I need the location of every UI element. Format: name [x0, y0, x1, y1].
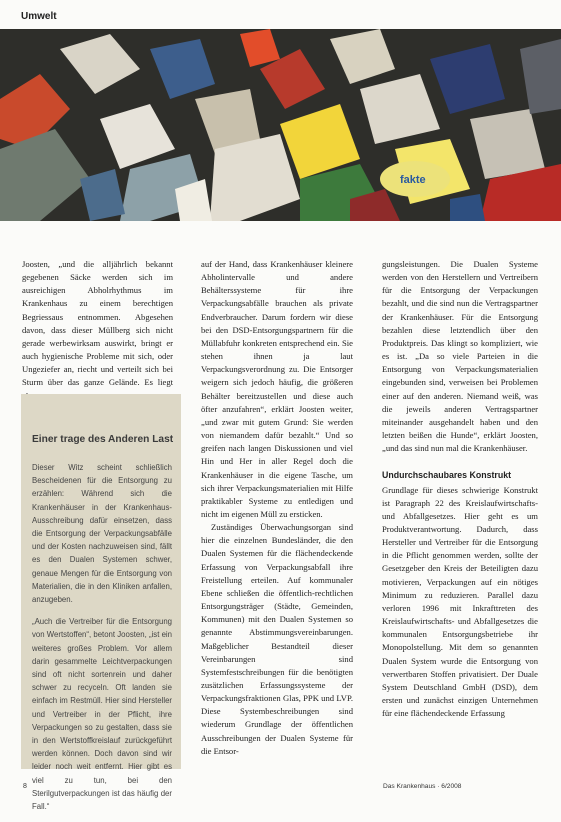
info-box-paragraph: „Auch die Vertreiber für die Entsorgung von Wertstoffen“, betont Joosten, „ist ein weiteres großes Problem. Vor allem darin gesammelte Leichtverpackungen sind oft nicht sortenrein und daher schwer zu recyceln. Oft landen sie einfach im Restmüll. Hier sind Hersteller und Vertreiber in der Pflicht, ihre Verpackungen so zu gestalten, dass sie in den Wertstoffkreislauf zurückgeführt werden können. Doch davon sind wir leider noch weit entfernt. Hier gibt es viel zu tun, bei den Sterilgutverpackungen ist das häufig der Fall.“: [32, 617, 172, 812]
info-box-paragraph: Dieser Witz scheint schließlich Bescheidenen für die Entsorgung zu erzählen: Während sich die Krankenhäuser in der Krankenhaus-Ausschreibung dafür einsetzen, dass die Entsorgung der Verpackungsabfälle und der Kosten nachzuweisen sind, fällt es den Dualen Systemen schwer, genaue Mengen für die Entsorgung von Materialien, die in den Kliniken anfallen, anzugeben.: [32, 463, 172, 605]
article-paragraph: Zuständiges Überwachungsorgan sind hier die einzelnen Bundesländer, die den Dualen Systemen für die flächendeckende Erfassung von Verpackungsabfall ihre Freistellung erteilen. Auf kommunaler Ebene schließen die öffentlich-rechtlichen Entsorgungsträger (Städte, Gemeinden, Kommunen) mit den Dualen Systemen so genannte Abstimmungsvereinbarungen. Maßgeblicher Bestandteil dieser Vereinbarungen sind Systemfestschreibungen für die benötigten zusätzlichen Erfassungssysteme der Verpackungsfraktionen Glas, PPK und LVP. Diese Systembeschreibungen sind wiederum Grundlage der öffentlichen Ausschreibungen der Dualen Systeme für die Entsor-: [201, 522, 353, 756]
article-paragraph: gungsleistungen. Die Dualen Systeme werden von den Herstellern und Vertreibern für die Entsorgung der Verpackungen bezahlt, und die sind nun die Vertragspartner der Krankenhäuser. Für die Entsorgung bezahlen diese letztendlich über den Produktpreis. Das klingt so kompliziert, wie es ist. „Da so viele Parteien in die Entsorgung von Verpackungsmaterialien eingebunden sind, verweisen bei Problemen einer auf den anderen. Niemand weiß, was die jeweils anderen Vertragspartner miteinander ausgehandelt haben und den letzten beißen die Hunde“, erklärt Joosten, „und das sind nun mal die Krankenhäuser.: [382, 259, 538, 454]
article-paragraph: auf der Hand, dass Krankenhäuser kleinere Abholintervalle und andere Behälterssysteme für ihre Verpackungsabfälle brauchen als private Endverbraucher. Darum fordern wir diese bei den DSD-Entsorgungspartnern für die Müllabfuhr konkreten entsprechend ein. Sie stehen ihnen ja laut Verpackungsverordnung zu. Die Entsorger weigern sich jedoch häufig, die größeren Behälter bereitzustellen und diese auch öfter anzufahren“, erklärt Joosten weiter, „und zwar mit gutem Grund: Sie werden von niemandem dafür bezahlt.“ Und so greifen nach langen Diskussionen und viel Hin und Her in aller Regel doch die Krankenhäuser in die eigene Tasche, um sich ihrer Verpackungsmaterialien mit Hilfe praktikabler Systeme zu entledigen und nicht im eigenen Müll zu ersticken.: [201, 259, 353, 519]
article-subheading: Undurchschaubares Konstrukt: [382, 470, 512, 481]
article-paragraph: Joosten, „und die alljährlich bekannt gegebenen Säcke werden sich im ausreichigen Abholrhythmus im Krankenhaus zu einem berechtigen Begriessaus entnommen. Abgesehen davon, dass dieser Müllberg sich nicht gerade werbewirksam auswirkt, bringt er auch hygienische Probleme mit sich, oder Ungeziefer an, riecht und verteilt sich bei Sturm über das ganze Gelände. Es liegt: [22, 259, 173, 388]
info-box-text: [32, 461, 172, 822]
header-photo-waste-pile: [0, 29, 561, 221]
section-label: Umwelt: [21, 11, 57, 22]
info-box-title: Einer trage des Anderen Last: [32, 434, 174, 445]
article-column-3: [382, 258, 538, 720]
info-box: [21, 394, 181, 812]
article-column-2: [201, 258, 353, 758]
article-column-1: [22, 258, 173, 403]
article-paragraph: Grundlage für dieses schwierige Konstrukt ist Paragraph 22 des Kreislaufwirtschafts- und Abfallgesetzes. Hier geht es um Produktverantwortung. Dadurch, dass Hersteller und Vertreiber für die Entsorgung in die Pflicht genommen werden, sollte der Gesetzgeber den Kreis der Beteiligten dazu motivieren, Verpackungen auf ein nötiges Minimum zu reduzieren. Parallel dazu verloren 1996 mit Inkrafttreten des Kreislaufwirtschafts- und Abfallgesetzes die kommunalen Entsorgungsbetriebe ihr Monopolstellung. Mit dem so genannten Dualen System wurde die Entsorgung von verwertbaren Stoffen privatisiert. Der Duale System Deutschland GmbH (DSD), dem ersten und zunächst einzigen Unternehmen für eine flächendeckende Erfassung: [382, 484, 538, 719]
page-number: 8: [23, 783, 27, 790]
waste-pile-illustration: [0, 29, 561, 221]
journal-footer: Das Krankenhaus · 6/2008: [383, 783, 462, 790]
packaging-label-text: fakte: [400, 174, 426, 186]
